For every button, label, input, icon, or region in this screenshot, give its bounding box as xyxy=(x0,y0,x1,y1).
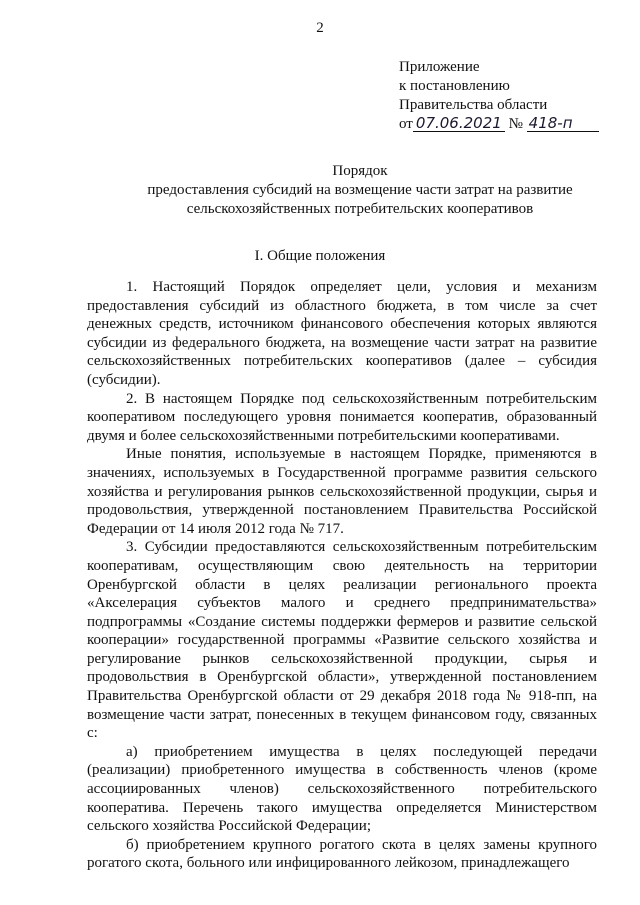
appendix-title: Приложение xyxy=(399,59,480,75)
paragraph: б) приобретением крупного рогатого скота в целях замены крупного рогатого скота, больного или инфицированного лейкозом, принадлежащего xyxy=(87,836,597,872)
date-prefix: от xyxy=(399,116,413,132)
appendix-date-line xyxy=(399,115,599,134)
paragraph: 3. Субсидии предоставляются сельскохозяйственным потребительским кооперативам, осуществляющим свою деятельность на территории Оренбургской области в целях реализации регионального проекта «Акселерация субъектов малого и среднего предпринимательства» подпрограммы «Создание системы поддержки фермеров и развитие сельской кооперации» государственной программы «Развитие сельского хозяйства и регулирование рынков сельскохозяйственной продукции, сырья и продовольствия в Оренбургской области», утвержденной постановлением Правительства Оренбургской области от 29 декабря 2018 года № 918-пп, на возмещение части затрат, понесенных в текущем финансовом году, связанных с: xyxy=(87,539,597,742)
appendix-block xyxy=(399,58,599,134)
paragraph: а) приобретением имущества в целях последующей передачи (реализации) приобретенного имущества в собственность членов (кроме ассоциированных членов) сельскохозяйственного потребительского кооператива. Перечень такого имущества определяется Министерством сельского хозяйства Российской Федерации; xyxy=(87,743,597,835)
handwritten-date: 07.06.2021 xyxy=(413,115,505,132)
document-title xyxy=(60,162,640,219)
title-line-1: Порядок xyxy=(332,163,388,179)
number-prefix: № xyxy=(508,116,523,132)
title-line-3: сельскохозяйственных потребительских кооперативов xyxy=(186,201,534,217)
document-body xyxy=(87,278,597,873)
section-heading: I. Общие положения xyxy=(254,248,386,264)
page-number: 2 xyxy=(316,20,324,36)
title-line-2: предоставления субсидий на возмещение части затрат на развитие xyxy=(147,182,573,198)
appendix-reference: к постановлению xyxy=(399,78,510,94)
paragraph: Иные понятия, используемые в настоящем Порядке, применяются в значениях, используемых в Государственной программе развития сельского хозяйства и регулирования рынков сельскохозяйственной продукции, сырья и продовольствия, утвержденной постановлением Правительства Российской Федерации от 14 июля 2012 года № 717. xyxy=(87,446,597,537)
appendix-authority: Правительства области xyxy=(399,97,548,113)
paragraph: 1. Настоящий Порядок определяет цели, условия и механизм предоставления субсидий из областного бюджета, в том числе за счет денежных средств, источником финансового обеспечения которых являются субсидии из федерального бюджета, на возмещение части затрат на развитие сельскохозяйственных потребительских кооперативов (далее – субсидия (субсидии). xyxy=(87,279,597,388)
paragraph: 2. В настоящем Порядке под сельскохозяйственным потребительским кооперативом последующего уровня понимается кооператив, образованный двумя и более сельскохозяйственными потребительскими кооперативами. xyxy=(87,390,597,444)
handwritten-number: 418-п xyxy=(527,115,599,132)
